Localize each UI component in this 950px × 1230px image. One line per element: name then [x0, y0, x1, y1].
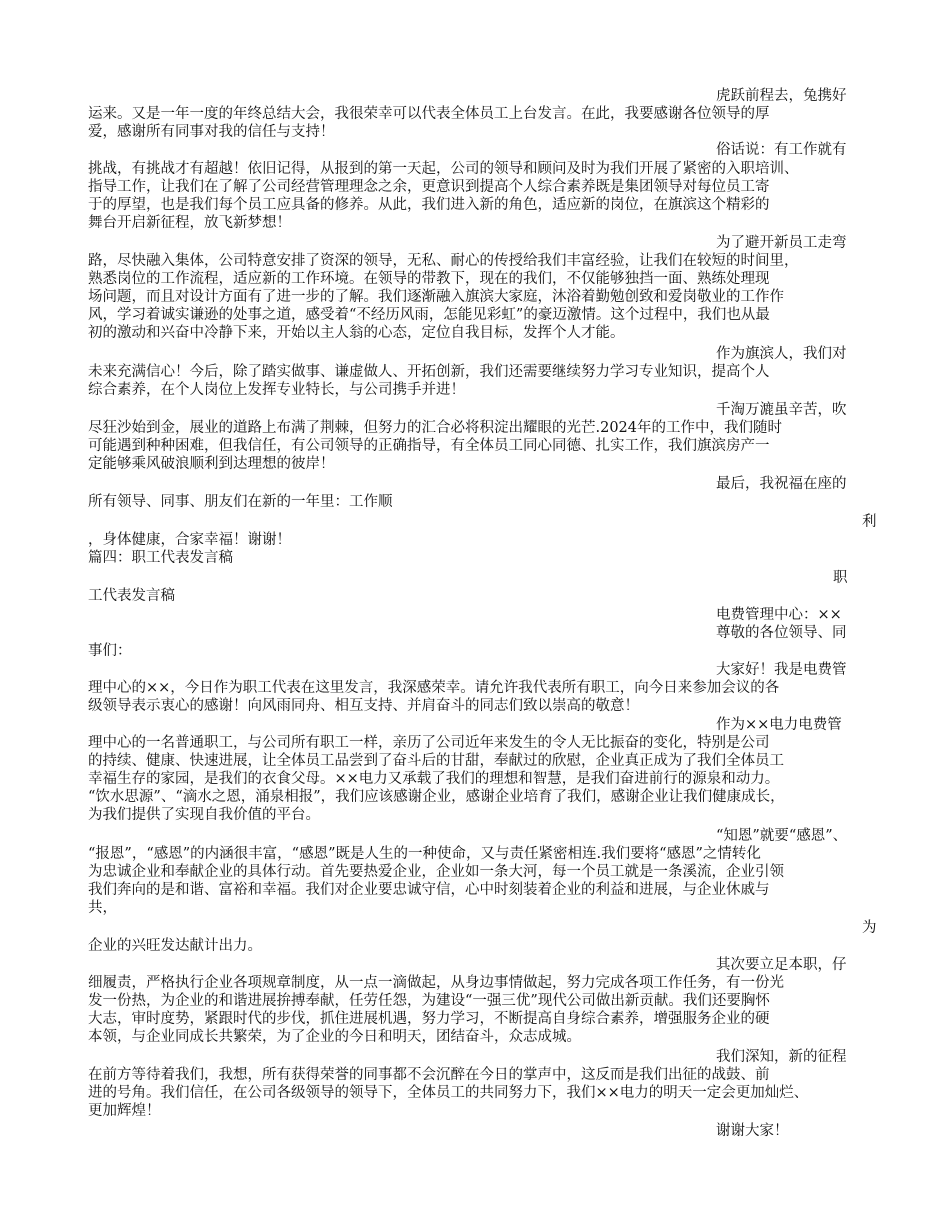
text-line: 级领导表示衷心的感谢！向风雨同舟、相互支持、并肩奋斗的同志们致以崇高的敬意！: [88, 698, 639, 714]
text-line: 定能够乘风破浪顺利到达理想的彼岸！: [88, 456, 335, 472]
text-line: 发一份热，为企业的和谐进展拚搏奉献，任劳任怨，为建设“一强三优”现代公司做出新贡献。我们还要胸怀: [88, 993, 770, 1009]
text-line: 尽狂沙始到金，展业的道路上布满了荆棘，但努力的汇合必将积淀出耀眼的光芒.2024年的工作中，我们随时: [88, 420, 783, 436]
text-line: 综合素养，在个人岗位上发挥专业特长，与公司携手并进！: [88, 382, 465, 398]
text-line: “饮水思源”、“滴水之恩，涌泉相报”，我们应该感谢企业，感谢企业培育了我们，感谢企业让我们健康成长，: [88, 789, 785, 805]
text-line: 工代表发言稿: [88, 588, 175, 604]
text-line: 进的号角。我们信任，在公司各级领导的领导下，全体员工的共同努力下，我们××电力的明天一定会更加灿烂、: [88, 1085, 809, 1101]
text-line: 企业的兴旺发达献计出力。: [88, 938, 262, 954]
text-line: 大志，审时度势，紧跟时代的步伐，抓住进展机遇，努力学习，不断提高自身综合素养，增强服务企业的硬: [88, 1011, 770, 1027]
text-line: 于的厚望，也是我们每个员工应具备的修养。从此，我们进入新的角色，适应新的岗位，在旗滨这个精彩的: [88, 197, 770, 213]
text-line: 可能遇到种种困难，但我信任，有公司领导的正确指导，有全体员工同心同德、扎实工作，我们旗滨房产一: [88, 438, 770, 454]
text-line: 利: [862, 514, 877, 530]
text-line: 初的激动和兴奋中冷静下来，开始以主人翁的心态，定位自我目标，发挥个人才能。: [88, 325, 625, 341]
text-line: 的持续、健康、快速进展，让全体员工品尝到了奋斗后的甘甜，奉献过的欣慰，企业真正成为了我们全体员工: [88, 753, 784, 769]
text-line: 俗话说：有工作就有: [716, 142, 847, 158]
text-line: 幸福生存的家园，是我们的衣食父母。××电力又承载了我们的理想和智慧，是我们奋进前行的源泉和动力。: [88, 771, 780, 787]
text-line: 舞台开启新征程，放飞新梦想！: [88, 215, 291, 231]
text-line: 职: [833, 570, 848, 586]
text-line: 为我们提供了实现自我价值的平台。: [88, 807, 320, 823]
text-line: 更加辉煌！: [88, 1103, 161, 1119]
text-line: 细履责，严格执行企业各项规章制度，从一点一滴做起，从身边事情做起，努力完成各项工作任务，有一份光: [88, 975, 784, 991]
text-line: 理中心的一名普通职工，与公司所有职工一样，亲历了公司近年来发生的令人无比振奋的变化，特别是公司: [88, 735, 770, 751]
text-line: 路，尽快融入集体，公司特意安排了资深的领导，无私、耐心的传授给我们丰富经验，让我们在较短的时间里，: [88, 253, 799, 269]
text-line: 场问题，而且对设计方面有了进一步的了解。我们逐渐融入旗滨大家庭，沐浴着勤勉创致和爱岗敬业的工作作: [88, 289, 784, 305]
text-line: 挑战，有挑战才有超越！依旧记得，从报到的第一天起，公司的领导和顾问及时为我们开展了紧密的入职培训、: [88, 161, 799, 177]
text-line: 最后，我祝福在座的: [716, 476, 847, 492]
text-line: 风，学习着诚实谦逊的处事之道，感受着“不经历风雨，怎能见彩虹”的豪迈激情。这个过程中，我们也从最: [88, 307, 770, 323]
text-line: 其次要立足本职，仔: [716, 957, 847, 973]
text-line: 虎跃前程去，兔携好: [716, 88, 847, 104]
text-line: 未来充满信心！今后，除了踏实做事、谦虚做人、开拓创新，我们还需要继续努力学习专业知识，提高个人: [88, 364, 770, 380]
text-line: 理中心的××，今日作为职工代表在这里发言，我深感荣幸。请允许我代表所有职工，向今日来参加会议的各: [88, 680, 780, 696]
text-line: 为: [862, 920, 877, 936]
text-line: 爱，感谢所有同事对我的信任与支持！: [88, 124, 335, 140]
text-line: 为忠诚企业和奉献企业的具体行动。首先要热爱企业，企业如一条大河，每一个员工就是一条溪流，企业引领: [88, 864, 784, 880]
text-line: 电费管理中心：××: [716, 607, 842, 623]
text-line: 尊敬的各位领导、同: [716, 625, 847, 641]
text-line: 所有领导、同事、朋友们在新的一年里：工作顺: [88, 494, 393, 510]
text-line: “知恩”就要“感恩”、: [716, 828, 848, 844]
text-line: 本领，与企业同成长共繁荣，为了企业的今日和明天，团结奋斗，众志成城。: [88, 1029, 581, 1045]
text-line: “报恩”，“感恩”的内涵很丰富，“感恩”既是人生的一种使命，又与责任紧密相连.我们要将“感恩”之情转化: [88, 846, 761, 862]
text-line: 作为旗滨人，我们对: [716, 346, 847, 362]
text-line: 为了避开新员工走弯: [716, 235, 847, 251]
text-line: 共，: [88, 900, 117, 916]
text-line: 千淘万漉虽辛苦，吹: [716, 402, 847, 418]
text-line: ，身体健康，合家幸福！谢谢！: [88, 532, 291, 548]
text-line: 我们奔向的是和谐、富裕和幸福。我们对企业要忠诚守信，心中时刻装着企业的利益和进展，与企业休戚与: [88, 882, 770, 898]
text-line: 运来。又是一年一度的年终总结大会，我很荣幸可以代表全体员工上台发言。在此，我要感谢各位领导的厚: [88, 106, 770, 122]
text-line: 谢谢大家！: [716, 1123, 789, 1139]
text-line: 大家好！我是电费管: [716, 662, 847, 678]
text-line: 事们：: [88, 643, 132, 659]
text-line: 我们深知，新的征程: [716, 1049, 847, 1065]
text-line: 作为××电力电费管: [716, 717, 842, 733]
section-heading: 篇四：职工代表发言稿: [88, 550, 233, 566]
text-line: 熟悉岗位的工作流程，适应新的工作环境。在领导的带教下，现在的我们，不仅能够独挡一面、熟练处理现: [88, 271, 770, 287]
text-line: 指导工作，让我们在了解了公司经营管理理念之余，更意识到提高个人综合素养既是集团领导对每位员工寄: [88, 179, 770, 195]
text-line: 在前方等待着我们，我想，所有获得荣誉的同事都不会沉醉在今日的掌声中，这反而是我们出征的战鼓、前: [88, 1067, 770, 1083]
